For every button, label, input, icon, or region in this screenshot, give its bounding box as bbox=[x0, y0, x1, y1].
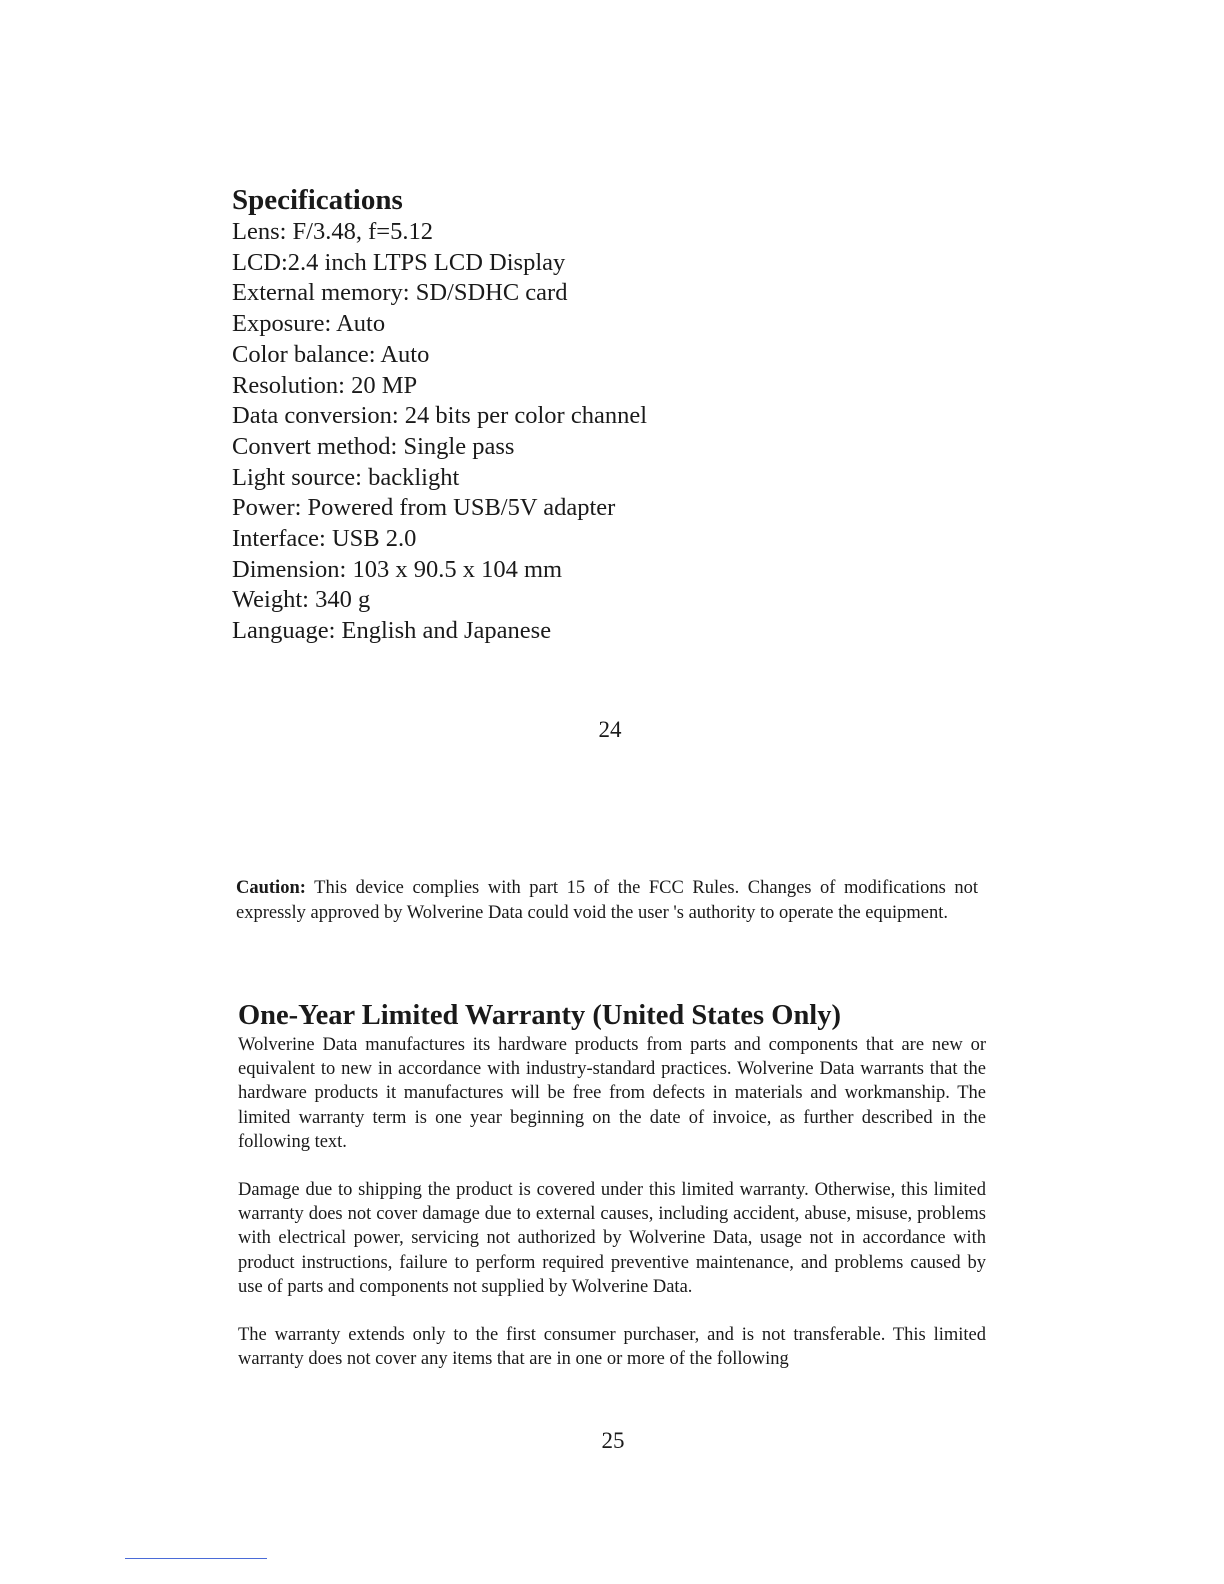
specifications-section bbox=[232, 183, 992, 647]
warranty-paragraph-3: The warranty extends only to the first consumer purchaser, and is not transferable. This limited warranty does not cover any items that are in one or more of the following bbox=[238, 1325, 986, 1370]
page-number-25: 25 bbox=[601, 1428, 625, 1453]
spec-item-color-balance: Color balance: Auto bbox=[232, 340, 430, 368]
spec-item-external-memory: External memory: SD/SDHC card bbox=[232, 279, 568, 307]
caution-label: Caution: bbox=[236, 878, 306, 898]
spec-item-interface: Interface: USB 2.0 bbox=[232, 525, 417, 553]
spec-item-lens: Lens: F/3.48, f=5.12 bbox=[232, 218, 433, 245]
warranty-body bbox=[238, 1033, 986, 1395]
caution-text: This device complies with part 15 of the FCC Rules. Changes of modifications not expressly approved by Wolverine Data could void the user 's authority to operate the equipment. bbox=[236, 878, 978, 923]
specifications-list bbox=[232, 217, 992, 647]
warranty-paragraph-1: Wolverine Data manufactures its hardware products from parts and components that are new or equivalent to new in accordance with industry-standard practices. Wolverine Data warrants that the hardware products it manufactures will be free from defects in materials and workmanship. The limited warranty term is one year beginning on the date of invoice, as further described in the following text. bbox=[238, 1035, 986, 1152]
spec-item-light-source: Light source: backlight bbox=[232, 463, 460, 491]
spec-item-exposure: Exposure: Auto bbox=[232, 310, 386, 338]
spec-item-data-conversion: Data conversion: 24 bits per color channel bbox=[232, 402, 648, 430]
warranty-title: One-Year Limited Warranty (United States Only) bbox=[238, 1000, 841, 1031]
footnote-rule bbox=[125, 1558, 267, 1559]
page-number-24: 24 bbox=[598, 717, 622, 742]
spec-item-weight: Weight: 340 g bbox=[232, 586, 371, 614]
spec-item-dimension: Dimension: 103 x 90.5 x 104 mm bbox=[232, 555, 563, 583]
spec-item-convert-method: Convert method: Single pass bbox=[232, 432, 515, 460]
warranty-paragraph-2: Damage due to shipping the product is covered under this limited warranty. Otherwise, this limited warranty does not cover damage due to external causes, including accident, abuse, misuse, problems with electrical power, servicing not authorized by Wolverine Data, usage not in accordance with product instructions, failure to perform required preventive maintenance, and problems caused by use of parts and components not supplied by Wolverine Data. bbox=[238, 1180, 986, 1297]
caution-notice bbox=[236, 876, 978, 925]
spec-item-resolution: Resolution: 20 MP bbox=[232, 371, 418, 399]
spec-item-lcd: LCD:2.4 inch LTPS LCD Display bbox=[232, 248, 566, 276]
spec-item-language: Language: English and Japanese bbox=[232, 617, 552, 645]
specifications-title: Specifications bbox=[232, 184, 403, 216]
spec-item-power: Power: Powered from USB/5V adapter bbox=[232, 494, 616, 522]
